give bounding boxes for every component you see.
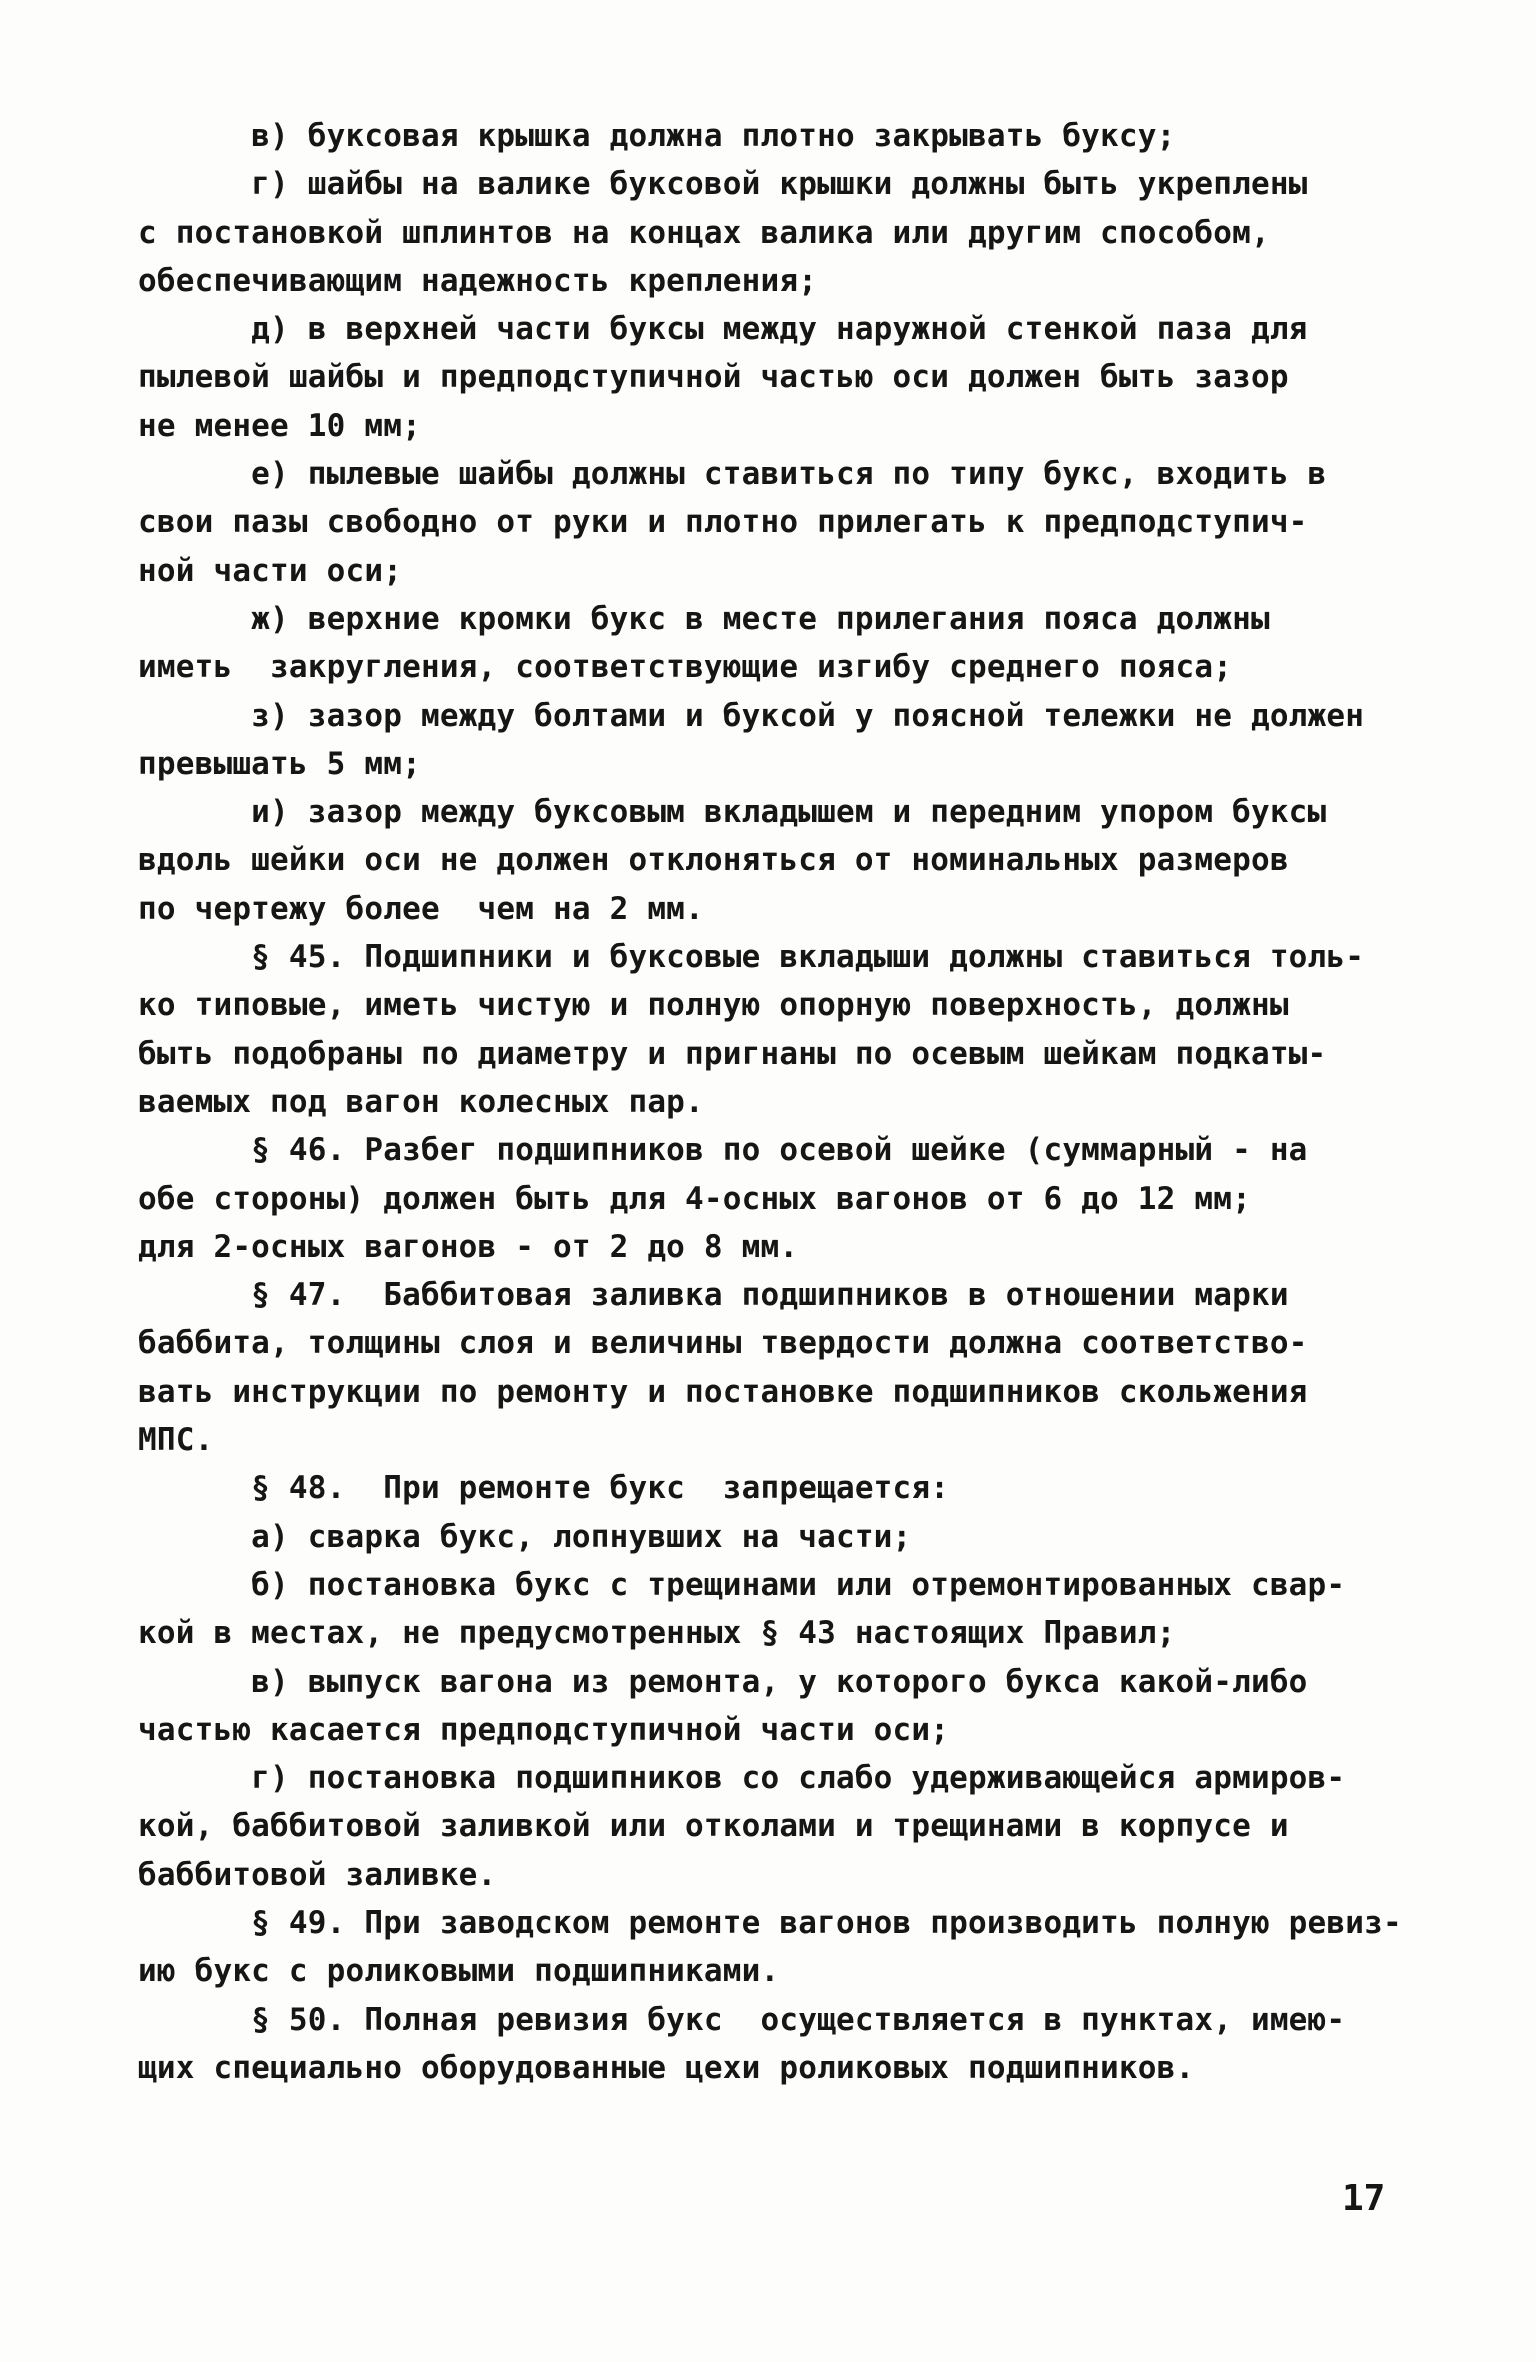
text-line: ко типовые, иметь чистую и полную опорную поверхность, должны [138,987,1289,1024]
text-line: кой, баббитовой заливкой или отколами и трещинами в корпусе и [138,1808,1289,1845]
text-line: ваемых под вагон колесных пар. [138,1083,704,1120]
text-line: а) сварка букс, лопнувших на части; [138,1518,912,1555]
text-line: баббитовой заливке. [138,1856,497,1893]
page-number: 17 [1342,2178,1386,2219]
text-line: свои пазы свободно от руки и плотно прилегать к предподступич- [138,504,1308,541]
text-line: иметь закругления, соответствующие изгибу среднего пояса; [138,649,1233,686]
text-line: в) буксовая крышка должна плотно закрывать буксу; [138,118,1176,154]
text-line: для 2-осных вагонов - от 2 до 8 мм. [138,1228,799,1265]
text-line: ию букс с роликовыми подшипниками. [138,1953,780,1990]
text-line: баббита, толщины слоя и величины твердости должна соответство- [138,1325,1308,1362]
text-line: кой в местах, не предусмотренных § 43 настоящих Правил; [138,1615,1176,1652]
text-line: обе стороны) должен быть для 4-осных вагонов от 6 до 12 мм; [138,1180,1251,1217]
text-line: и) зазор между буксовым вкладышем и передним упором буксы [138,794,1327,831]
text-line: д) в верхней части буксы между наружной стенкой паза для [138,311,1308,348]
body-text [138,112,1430,2092]
text-line: § 46. Разбег подшипников по осевой шейке (суммарный - на [138,1132,1308,1169]
text-line: с постановкой шплинтов на концах валика или другим способом, [138,214,1270,251]
text-line: б) постановка букс с трещинами или отремонтированных свар- [138,1566,1346,1603]
text-line: превышать 5 мм; [138,745,421,782]
text-line: вдоль шейки оси не должен отклоняться от номинальных размеров [138,842,1289,879]
text-line: ной части оси; [138,552,403,589]
text-line: пылевой шайбы и предподступичной частью оси должен быть зазор [138,359,1289,396]
text-line: г) постановка подшипников со слабо удерживающейся армиров- [138,1760,1346,1797]
text-line: обеспечивающим надежность крепления; [138,262,818,299]
text-line: частью касается предподступичной части оси; [138,1711,950,1748]
text-line: в) выпуск вагона из ремонта, у которого букса какой-либо [138,1663,1308,1700]
text-line: не менее 10 мм; [138,407,421,444]
text-line: быть подобраны по диаметру и пригнаны по осевым шейкам подкаты- [138,1035,1327,1072]
text-line: з) зазор между болтами и буксой у поясной тележки не должен [138,697,1365,734]
text-line: е) пылевые шайбы должны ставиться по типу букс, входить в [138,456,1327,493]
text-line: вать инструкции по ремонту и постановке подшипников скольжения [138,1373,1308,1410]
text-line: § 49. При заводском ремонте вагонов производить полную ревиз- [138,1904,1402,1941]
text-line: § 45. Подшипники и буксовые вкладыши должны ставиться толь- [138,939,1365,976]
text-line: г) шайбы на валике буксовой крышки должны быть укреплены [138,166,1308,203]
text-line: § 50. Полная ревизия букс осуществляется в пунктах, имею- [138,2001,1346,2038]
text-line: § 47. Баббитовая заливка подшипников в отношении марки [138,1277,1289,1314]
text-line: МПС. [138,1422,214,1459]
text-line: § 48. При ремонте букс запрещается: [138,1470,950,1507]
text-line: по чертежу более чем на 2 мм. [138,890,704,927]
text-line: щих специально оборудованные цехи роликовых подшипников. [138,2049,1195,2086]
text-line: ж) верхние кромки букс в месте прилегания пояса должны [138,600,1270,637]
